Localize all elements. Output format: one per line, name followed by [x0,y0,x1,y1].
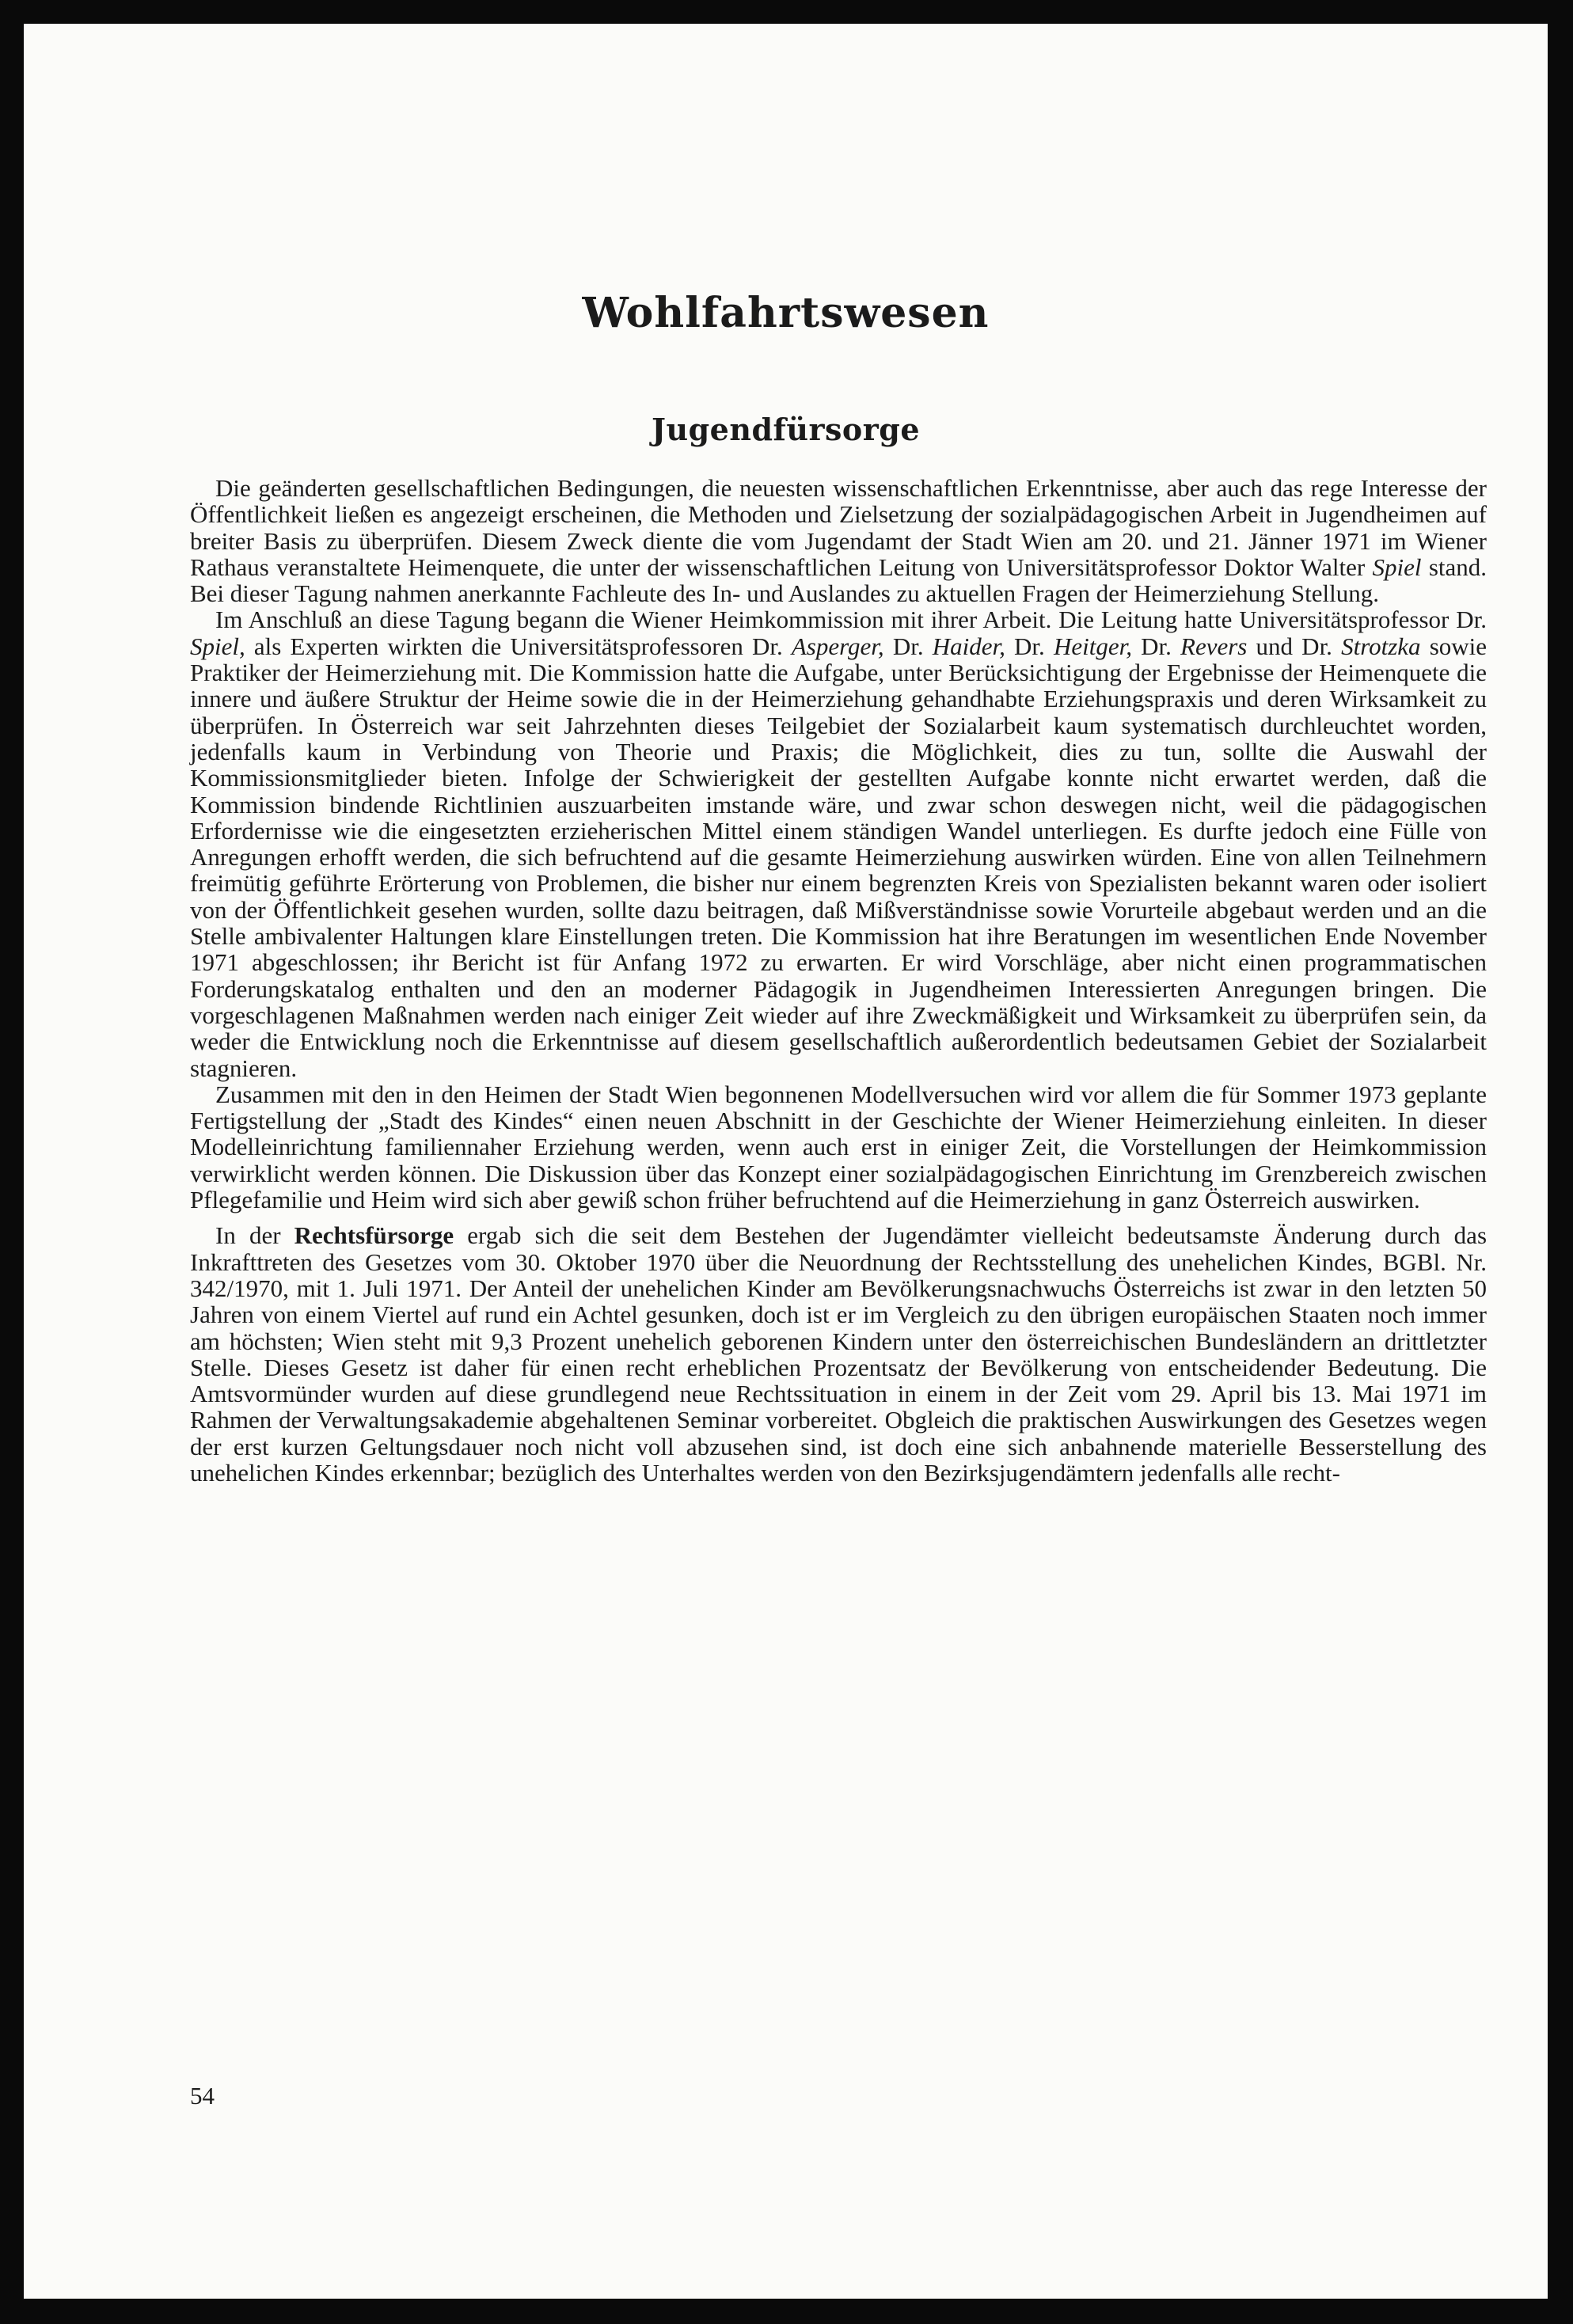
emphasis-term: Rechtsfürsorge [294,1221,454,1250]
emphasis-name: Strotzka [1341,632,1421,660]
document-page [24,24,1548,2299]
emphasis-name: Spiel [1372,553,1422,581]
paragraph-rechtsfuersorge: In der Rechtsfürsorge ergab sich die seit dem Bestehen der Jugendämter vielleicht bedeutsamste Änderung durch das Inkrafttreten des Gesetzes vom 30. Oktober 1970 über die Neuordnung der Rechtsstellung des unehelichen Kindes, BGBl. Nr. 342/1970, mit 1. Juli 1971. Der Anteil der unehelichen Kinder am Bevölkerungsnachwuchs Österreichs ist zwar in den letzten 50 Jahren von einem Viertel auf rund ein Achtel gesunken, doch ist er im Vergleich zu den übrigen europäischen Staaten noch immer am höchsten; Wien steht mit 9,3 Prozent unehelich geborenen Kindern unter den österreichischen Bundesländern an drittletzter Stelle. Dieses Gesetz ist daher für einen recht erheblichen Prozentsatz der Bevölkerung von entscheidender Bedeutung. Die Amtsvormünder wurden auf diese grundlegend neue Rechtssituation in einem in der Zeit vom 29. April bis 13. Mai 1971 im Rahmen der Verwaltungsakademie abgehaltenen Seminar vorbereitet. Obgleich die praktischen Auswirkungen des Gesetzes wegen der erst kurzen Geltungsdauer noch nicht voll abzusehen sind, ist doch eine sich anbahnende materielle Besserstellung des unehelichen Kindes erkennbar; bezüglich des Unterhaltes werden von den Bezirksjugendämtern jedenfalls alle recht- [190,1221,1488,1487]
body-text [190,475,1487,1486]
paragraph-stadt-des-kindes: Zusammen mit den in den Heimen der Stadt Wien begonnenen Modellversuchen wird vor allem die für Sommer 1973 geplante Fertigstellung der „Stadt des Kindes“ einen neuen Abschnitt in der Geschichte der Wiener Heimerziehung einleiten. In dieser Modelleinrichtung familiennaher Erziehung werden, wenn auch erst in einiger Zeit, die Vorstellungen der Heimkommission verwirklicht werden können. Die Diskussion über das Konzept einer sozialpädagogischen Einrichtung im Grenzbereich zwischen Pflegefamilie und Heim wird sich aber gewiß schon früher befruchtend auf die Heimerziehung in ganz Österreich auswirken. [190,1080,1487,1214]
paragraph-heimkommission: Im Anschluß an diese Tagung begann die Wiener Heimkommission mit ihrer Arbeit. Die Leitung hatte Universitätsprofessor Dr. Spiel, als Experten wirkten die Universitätsprofessoren Dr. Asperger, Dr. Haider, Dr. Heitger, Dr. Revers und Dr. Strotzka sowie Praktiker der Heimerziehung mit. Die Kommission hatte die Aufgabe, unter Berücksichtigung der Ergebnisse der Heimenquete die innere und äußere Struktur der Heime sowie die in der Heimerziehung gehandhabte Erziehungspraxis und deren Wirksamkeit zu überprüfen. In Österreich war seit Jahrzehnten dieses Teilgebiet der Sozialarbeit kaum systematisch durchleuchtet worden, jedenfalls kaum in Verbindung von Theorie und Praxis; die Möglichkeit, dies zu tun, sollte die Auswahl der Kommissionsmitglieder bieten. Infolge der Schwierigkeit der gestellten Aufgabe konnte nicht erwartet werden, daß die Kommission bindende Richtlinien auszuarbeiten imstande wäre, und zwar schon deswegen nicht, weil die pädagogischen Erfordernisse wie die eingesetzten erzieherischen Mittel einem ständigen Wandel unterliegen. Es durfte jedoch eine Fülle von Anregungen erhofft werden, die sich befruchtend auf die gesamte Heimerziehung auswirken würden. Eine von allen Teilnehmern freimütig geführte Erörterung von Problemen, die bisher nur einem begrenzten Kreis von Spezialisten bekannt waren oder isoliert von der Öffentlichkeit gesehen wurden, sollte dazu beitragen, daß Mißverständnisse sowie Vorurteile abgebaut werden und an die Stelle ambivalenter Haltungen klare Einstellungen treten. Die Kommission hat ihre Beratungen im wesentlichen Ende November 1971 abgeschlossen; ihr Bericht ist für Anfang 1972 zu erwarten. Er wird Vorschläge, aber nicht einen programmatischen Forderungskatalog enthalten und den an moderner Pädagogik in Jugendheimen Interessierten Anregungen bringen. Die vorgeschlagenen Maßnahmen werden nach einiger Zeit wieder auf ihre Zweckmäßigkeit und Wirksamkeit zu überprüfen sein, da weder die Entwicklung noch die Erkenntnisse auf diesem gesellschaftlich außerordentlich bedeutsamen Gebiet der Sozialarbeit stagnieren. [190,606,1488,1082]
emphasis-name: Haider, [932,632,1005,660]
emphasis-name: Revers [1180,632,1248,660]
page-title: Wohlfahrtswesen [582,289,990,337]
paragraph-heimenquete: Die geänderten gesellschaftlichen Bedingungen, die neuesten wissenschaftlichen Erkenntnisse, aber auch das rege Interesse der Öffentlichkeit ließen es angezeigt erscheinen, die Methoden und Zielsetzung der sozialpädagogischen Arbeit in Jugendheimen auf breiter Basis zu überprüfen. Diesem Zweck diente die vom Jugendamt der Stadt Wien am 20. und 21. Jänner 1971 im Wiener Rathaus veranstaltete Heimenquete, die unter der wissenschaftlichen Leitung von Universitätsprofessor Doktor Walter Spiel stand. Bei dieser Tagung nahmen anerkannte Fachleute des In- und Auslandes zu aktuellen Fragen der Heimerziehung Stellung. [190,474,1488,608]
emphasis-name: Heitger, [1053,632,1132,660]
emphasis-name: Asperger, [791,632,884,660]
page-number: 54 [190,2082,215,2109]
emphasis-name: Spiel, [190,632,245,660]
section-heading: Jugendfürsorge [651,412,921,447]
